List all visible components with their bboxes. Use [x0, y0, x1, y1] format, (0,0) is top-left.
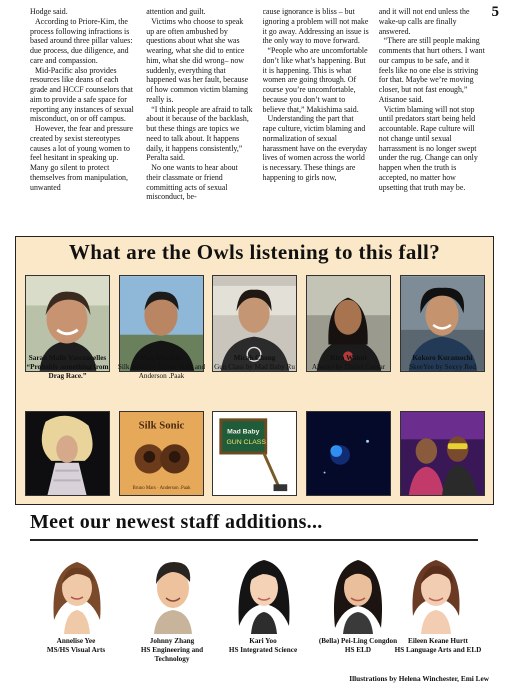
staff-role: MS/HS Visual Arts [46, 646, 106, 654]
owl-name: Kokoro Kuramochi [412, 354, 473, 362]
staff-name: Annelise Yee [56, 637, 96, 645]
article-column-4 [379, 7, 485, 235]
article-paragraph: Hodge said. [30, 7, 68, 16]
album-credits: Bruno Mars · Anderson .Paak [132, 486, 191, 492]
article-paragraph: “People who are uncomfortable don’t like what’s happening. But it is happening. This is what women are going through. Of course you’re uncomfortable, because you don’t want to believe that,” Makishima said. [262, 46, 368, 114]
album-art [25, 411, 110, 496]
staff-name: Eileen Keane Hurtt [408, 637, 468, 645]
article-paragraph: Victim blaming will not stop until predators start being held accountable. Rape culture will not change until sexual harrassment is no longer swept under the rug. Change can only happen when the truth is accepted, no matter how upsetting that truth may be. [378, 104, 478, 192]
staff-role: HS Engineering and Technology [140, 646, 204, 663]
article-paragraph: However, the fear and pressure created by sexist stereotypes causes a lot of young women to feel hesitant in speaking up. Many go silent to protect themselves from manipulation, unwanted [30, 124, 134, 192]
article-paragraph: attention and guilt. [146, 7, 206, 16]
article-paragraph: “I think people are afraid to talk about it because of the backlash, but these things are topics we need to talk about. It happens daily, it happens consistently,” Peralta said. [146, 104, 253, 163]
album-art-image [26, 412, 109, 495]
article-paragraph: Victims who choose to speak up are often ambushed by questions about what she was wearing, what she did to entice him, what she did wrong– now suddenly, everything that happened was her fault, because of how common victim blaming really is. [146, 16, 249, 104]
album-art [306, 411, 391, 496]
owls-title: What are the Owls listening to this fall? [68, 240, 441, 264]
owl-song: “Probably something from Drag Race.” [26, 363, 109, 380]
owl-song: Gun Class by Mad Baby Ru [214, 363, 295, 371]
owl-caption [20, 354, 115, 381]
album-art-image [120, 412, 203, 495]
article-column-1 [30, 7, 136, 235]
article-column-3 [263, 7, 369, 235]
album-art [119, 411, 204, 496]
staff-caption [390, 637, 486, 655]
staff-divider [30, 539, 478, 541]
album-title: Mad Baby [227, 428, 260, 436]
staff-name: Johnny Zhang [149, 637, 195, 645]
owl-song: Silk Sonic by Bruno Mars and Anderson .Paak [117, 363, 206, 380]
album-title: Silk Sonic [138, 419, 185, 432]
owl-name: Kira Wainit [330, 354, 367, 362]
staff-illustration-image [138, 550, 208, 634]
staff-caption [124, 637, 220, 664]
owl-caption [301, 354, 396, 372]
article-paragraph: According to Priore-Kim, the process following infractions is based around three pillar values: due process, due diligence, and care and compassion. [30, 16, 133, 65]
staff-illustration [138, 550, 208, 634]
staff-illustration [323, 550, 393, 634]
staff-caption [28, 637, 124, 655]
staff-caption [215, 637, 311, 655]
staff-section-title: Meet our newest staff additions... [30, 511, 323, 533]
article-paragraph: “There are still people making comments that hurt others. I want our campus to be safe, and it feels like no one else is striving for that. Maybe we’re moving closer, but not fast enough,” Atisanoe said. [378, 36, 485, 104]
staff-role: HS Language Arts and ELD [394, 646, 482, 654]
staff-illustration-image [401, 550, 471, 634]
owls-listening-box [15, 236, 494, 505]
owl-caption [207, 354, 302, 372]
illustration-credit: Illustrations by Helena Winchester, Emi Lew [349, 674, 489, 683]
staff-name: Kari Yoo [249, 637, 277, 645]
article-paragraph: and it will not end unless the wake-up calls are finally answered. [378, 7, 470, 36]
album-subtitle: GUN CLASS [226, 439, 266, 447]
owl-caption [395, 354, 490, 372]
staff-illustration [42, 550, 112, 634]
album-art-image [307, 412, 390, 495]
article-paragraph: No one wants to hear about their classmate or friend committing acts of sexual misconduct, be- [146, 163, 238, 202]
album-art-image [401, 412, 484, 495]
article-paragraph: Understanding the part that rape culture, victim blaming and normalization of sexual harassment have on the everyday lives of women across the world is necessary. These things are happening to girls now, [262, 114, 368, 182]
staff-illustration-image [323, 550, 393, 634]
staff-illustration [229, 550, 299, 634]
staff-illustration-image [229, 550, 299, 634]
owl-song: Always by Daniel Caesar [311, 363, 386, 371]
owl-name: Max Machida [140, 354, 183, 362]
article-paragraph: cause ignorance is bliss – but ignoring a problem will not make it go away. Addressing an issue is the only way to move forward. [262, 7, 369, 46]
owl-caption [114, 354, 209, 381]
article-columns [30, 7, 485, 235]
staff-name: (Bella) Pei-Ling Congdon [318, 637, 398, 645]
article-column-2 [146, 7, 252, 235]
staff-illustration-image [42, 550, 112, 634]
staff-illustration [401, 550, 471, 634]
owl-song: SkeeYee by Sexyy Red [409, 363, 476, 371]
album-art-image [213, 412, 296, 495]
album-art [400, 411, 485, 496]
staff-role: HS ELD [344, 646, 372, 654]
staff-role: HS Integrated Science [228, 646, 298, 654]
owl-name: Sarah Maile Vasconcelles [28, 354, 107, 362]
owl-name: Micah Chong [233, 354, 276, 362]
article-paragraph: Mid-Pacific also provides resources like deans of each grade and HCCF counselors that aim to provide a safe space for reporting any instances of sexual misconduct, on or off campus. [30, 65, 134, 124]
page-number: 5 [491, 4, 499, 20]
album-art [212, 411, 297, 496]
